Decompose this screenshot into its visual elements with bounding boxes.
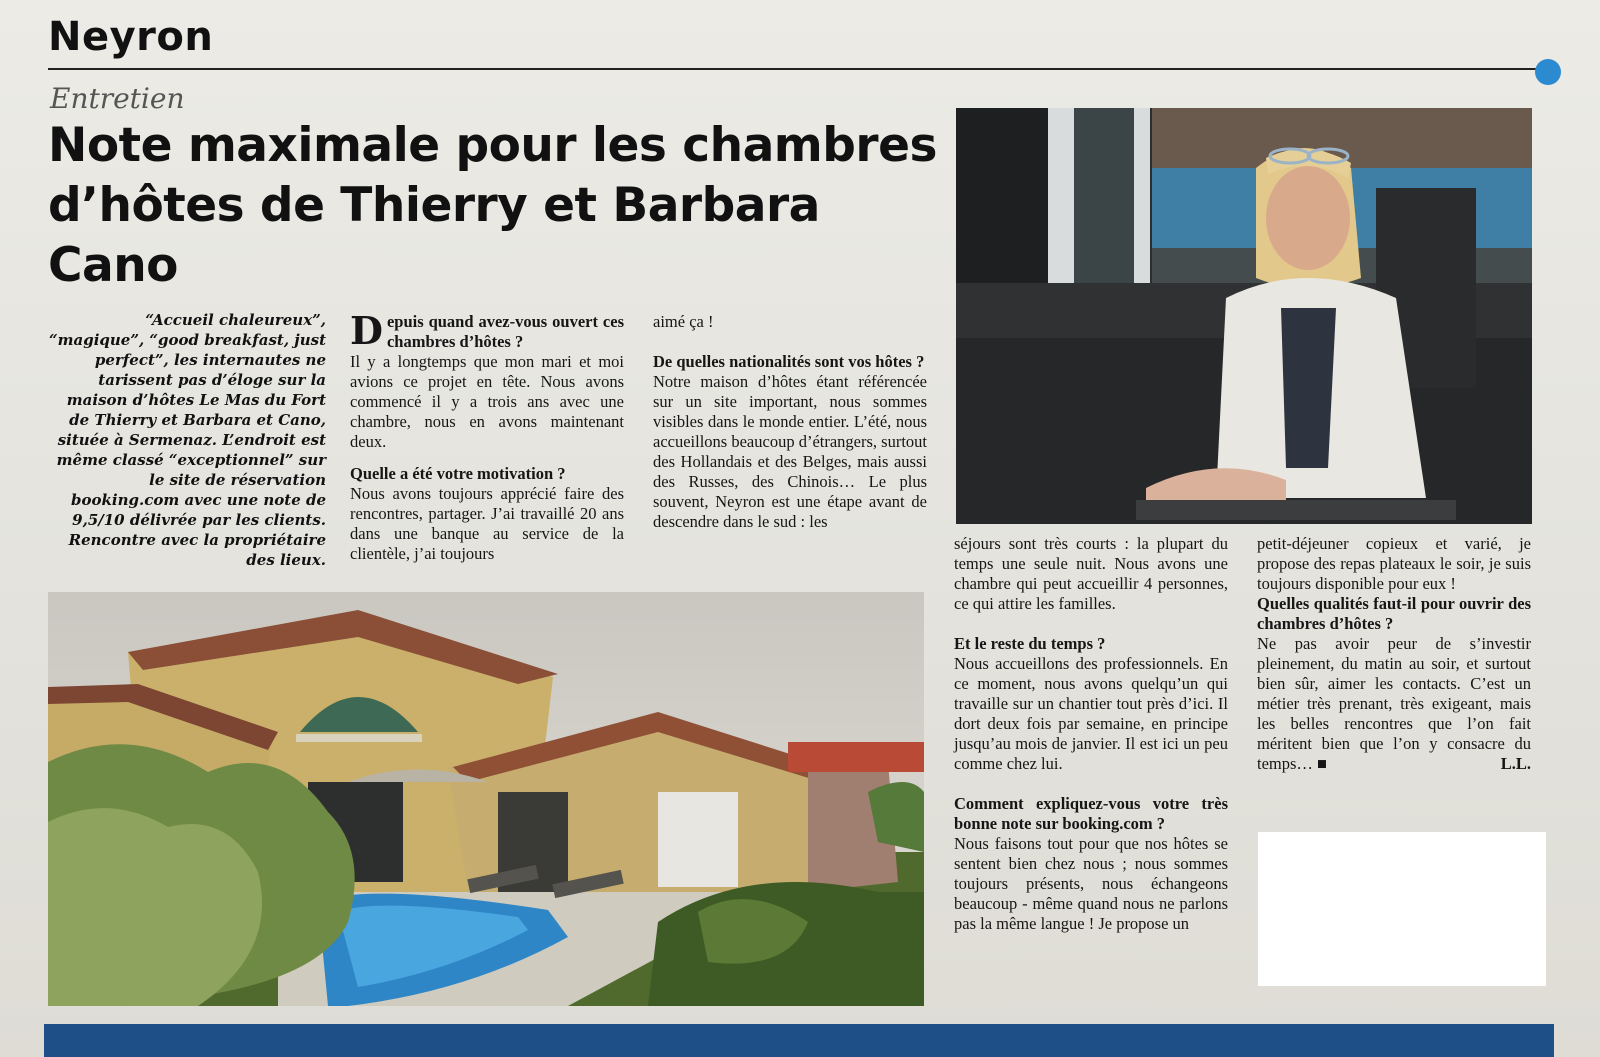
drop-cap: D [350,308,383,353]
answer-3-end: séjours sont très courts : la plupart du temps une seule nuit. Nous avons une chambre qui peut accueillir 4 personnes, ce qui attire les familles. [954,534,1228,613]
answer-2: Nous avons toujours apprécié faire des rencontres, partager. J’ai travaillé 20 ans dans une banque au service de la clientèle, j’ai toujours [350,484,624,563]
answer-5: Nous faisons tout pour que nos hôtes se sentent bien chez nous ; nous sommes toujours présents, nous échangeons beaucoup - même quand nous ne parlons pas la même langue ! Je propose un [954,834,1228,933]
answer-6: Ne pas avoir peur de s’investir pleinement, du matin au soir, et surtout bien sûr, aimer les contacts. C’est un métier très prenant, très exigeant, mais les belles rencontres que l’on fait méritent bien que l’on y consacre du temps… ■ [1257,634,1531,773]
article-column-1 [350,308,624,576]
kicker: Entretien [50,82,185,115]
answer-4: Nous accueillons des professionnels. En ce moment, nous avons quelqu’un qui travaille sur un chantier tout près d’ici. Il dort deux fois par semaine, en principe jusqu’au mois de janvier. Il est ici un peu comme chez lui. [954,654,1228,773]
bottom-strip [44,1024,1554,1057]
headline: Note maximale pour les chambres d’hôtes de Thierry et Barbara Cano [48,118,937,293]
question-4: Et le reste du temps ? [954,634,1106,653]
question-6: Quelles qualités faut-il pour ouvrir des chambres d’hôtes ? [1257,594,1531,633]
question-3: De quelles nationalités sont vos hôtes ? [653,352,925,371]
answer-1: Il y a longtemps que mon mari et moi avions ce projet en tête. Nous avons commencé il y a trois ans avec une chambre, nous en avons maintenant deux. [350,352,624,451]
answer-2-end: aimé ça ! [653,312,714,331]
question-2: Quelle a été votre motivation ? [350,464,566,483]
answer-5-end: petit-déjeuner copieux et varié, je propose des repas plateaux le soir, je suis toujours disponible pour eux ! [1257,534,1531,593]
answer-3: Notre maison d’hôtes étant référencée sur un site important, nous sommes visibles dans le monde entier. L’été, nous accueillons beaucoup d’étrangers, surtout des Hollandais et des Belges, mais aussi des Russes, des Chinois… Le plus souvent, Neyron est une étape avant de descendre dans le sud : les [653,372,927,531]
article-column-3 [954,534,1228,946]
question-1: epuis quand avez-vous ouvert ces chambres d’hôtes ? [386,312,624,351]
signature: L.L. [1500,754,1531,773]
question-5: Comment expliquez-vous votre très bonne note sur booking.com ? [954,794,1228,833]
house-photo [48,592,924,1006]
section-title: Neyron [48,14,214,60]
intro-chapeau: “Accueil chaleureux”, “magique”, “good breakfast, just perfect”, les internautes ne tarissent pas d’éloge sur la maison d’hôtes Le Mas du Fort de Thierry et Barbara et Cano, située à Sermenaz. L’endroit est même classé “exceptionnel” sur le site de réservation booking.com avec une note de 9,5/10 délivrée par les clients. Rencontre avec la propriétaire des lieux. [49,311,326,569]
redacted-area [1258,832,1546,986]
portrait-photo [956,108,1532,524]
article-column-4 [1257,534,1531,786]
section-rule [48,68,1538,70]
accent-dot [1535,59,1561,85]
article-column-2 [653,312,927,544]
